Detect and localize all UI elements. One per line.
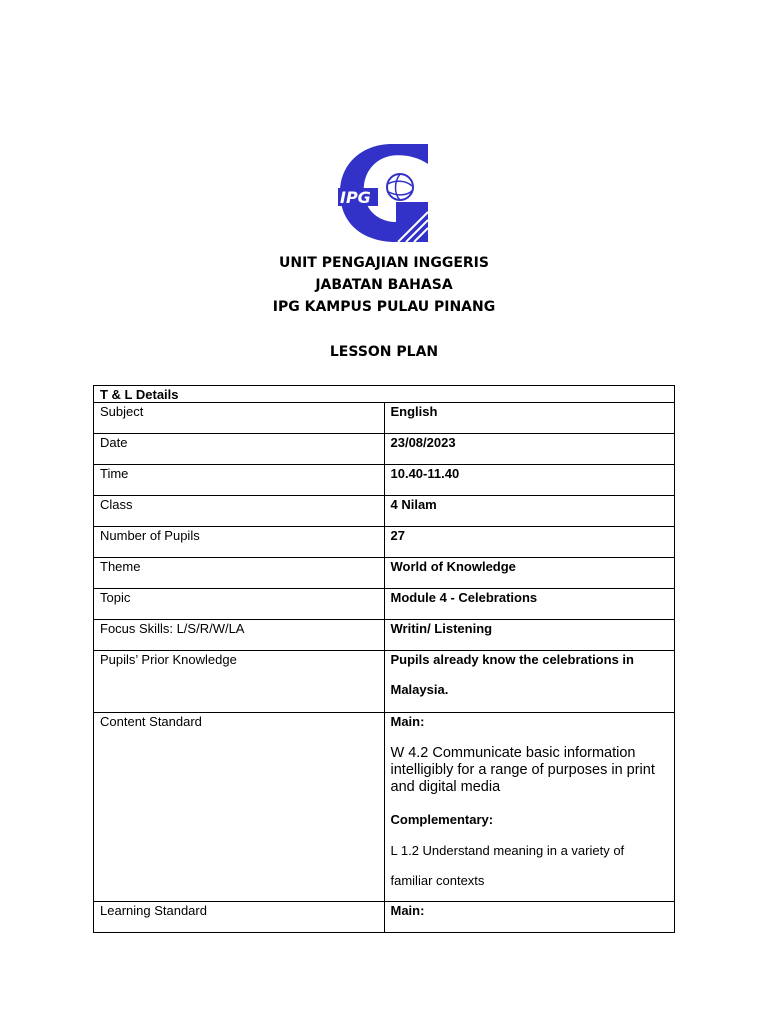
row-label: Topic bbox=[94, 589, 385, 620]
row-label: Date bbox=[94, 434, 385, 465]
row-value: English bbox=[384, 403, 675, 434]
table-title-row bbox=[94, 386, 675, 403]
row-value: Writin/ Listening bbox=[384, 620, 675, 651]
content-comp-label: Complementary: bbox=[390, 812, 494, 827]
heading-department: JABATAN BAHASA bbox=[315, 277, 453, 293]
content-comp-line1: L 1.2 Understand meaning in a variety of bbox=[390, 843, 625, 858]
row-label: Focus Skills: L/S/R/W/LA bbox=[94, 620, 385, 651]
table-row bbox=[94, 403, 675, 434]
table-row bbox=[94, 465, 675, 496]
row-value: Main: bbox=[384, 902, 675, 933]
row-value bbox=[384, 713, 675, 902]
row-value: World of Knowledge bbox=[384, 558, 675, 589]
tl-details-table bbox=[93, 385, 675, 933]
table-row bbox=[94, 620, 675, 651]
content-main-label: Main: bbox=[390, 714, 425, 729]
row-value: 10.40-11.40 bbox=[384, 465, 675, 496]
row-label: Class bbox=[94, 496, 385, 527]
heading-campus: IPG KAMPUS PULAU PINANG bbox=[272, 299, 496, 315]
row-label: Content Standard bbox=[94, 713, 385, 902]
content-main-text: W 4.2 Communicate basic information intelligibly for a range of purposes in print and digital media bbox=[390, 745, 655, 795]
row-label: Theme bbox=[94, 558, 385, 589]
row-value: Module 4 - Celebrations bbox=[384, 589, 675, 620]
heading-lesson-plan: LESSON PLAN bbox=[329, 344, 439, 360]
row-label: Time bbox=[94, 465, 385, 496]
logo-globe bbox=[387, 174, 413, 200]
content-comp-line2: familiar contexts bbox=[390, 873, 485, 888]
table-title: T & L Details bbox=[94, 386, 675, 403]
row-label: Subject bbox=[94, 403, 385, 434]
row-label: Number of Pupils bbox=[94, 527, 385, 558]
heading-unit: UNIT PENGAJIAN INGGERIS bbox=[279, 255, 489, 271]
table-row bbox=[94, 434, 675, 465]
row-label: Learning Standard bbox=[94, 902, 385, 933]
row-value: 23/08/2023 bbox=[384, 434, 675, 465]
table-row bbox=[94, 713, 675, 902]
row-value: 27 bbox=[384, 527, 675, 558]
row-value bbox=[384, 651, 675, 713]
row-value: 4 Nilam bbox=[384, 496, 675, 527]
logo-text: IPG bbox=[340, 188, 371, 207]
table-row bbox=[94, 496, 675, 527]
table-row bbox=[94, 527, 675, 558]
row-label: Pupils’ Prior Knowledge bbox=[94, 651, 385, 713]
table-row bbox=[94, 902, 675, 933]
prior-knowledge-line2: Malaysia. bbox=[390, 682, 449, 697]
table-row bbox=[94, 589, 675, 620]
prior-knowledge-line1: Pupils already know the celebrations in bbox=[390, 652, 634, 667]
ipg-logo bbox=[336, 142, 432, 242]
table-row bbox=[94, 558, 675, 589]
table-row bbox=[94, 651, 675, 713]
